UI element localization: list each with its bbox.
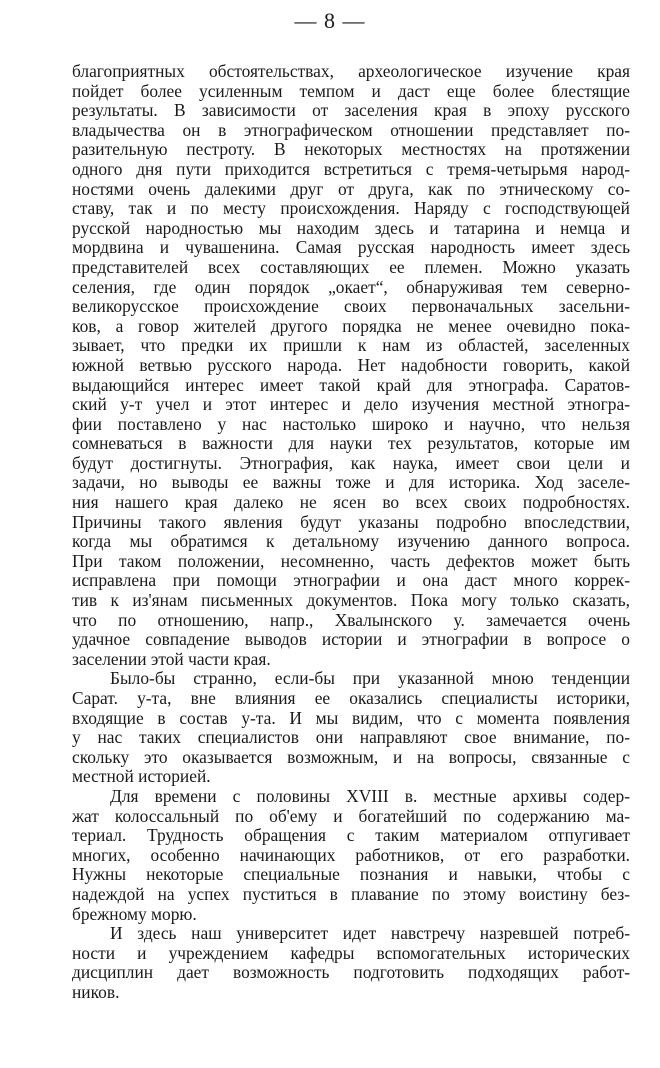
text-line: Для времени с половины XVIII в. местные архивы содер- — [110, 786, 630, 806]
paragraph — [72, 787, 630, 924]
text-line: что по отношению, напр., Хвалынского у. замечается очень — [72, 610, 630, 630]
text-line: селения, где один порядок „окает“, обнаруживая тем северно- — [72, 277, 630, 297]
text-line: южной ветвью русского народа. Нет надобности говорить, какой — [72, 355, 630, 375]
text-line: входящие в состав у-та. И мы видим, что с момента появления — [72, 708, 630, 728]
text-line: разительную пестроту. В некоторых местностях на протяжении — [72, 140, 630, 160]
text-line: брежному морю. — [72, 904, 197, 924]
text-line: когда мы обратимся к детальному изучению данного вопроса. — [72, 532, 630, 552]
text-line: дисциплин дает возможность подготовить подходящих работ- — [72, 963, 630, 983]
text-line: исправлена при помощи этнографии и она даст много коррек- — [72, 571, 630, 591]
text-line: жат колоссальный по об'ему и богатейший по содержанию ма- — [72, 806, 630, 826]
text-line: зывает, что предки их пришли к нам из областей, заселенных — [72, 336, 630, 356]
text-line: будут достигнуты. Этнография, как наука, имеет свои цели и — [72, 453, 630, 473]
text-line: фии поставлено у нас настолько широко и научно, что нельзя — [72, 414, 630, 434]
text-line: представителей всех составляющих ее племен. Можно указать — [72, 257, 630, 277]
text-line: великорусское происхождение своих первоначальных засельни- — [72, 297, 630, 317]
text-line: тив к из'янам письменных документов. Пока могу только сказать, — [72, 591, 630, 611]
text-line: И здесь наш университет идет навстречу назревшей потреб- — [110, 924, 630, 944]
text-line: заселении этой части края. — [72, 649, 271, 669]
text-line: Причины такого явления будут указаны подробно впоследствии, — [72, 512, 630, 532]
text-line: местной историей. — [72, 767, 211, 787]
text-line: выдающийся интерес имеет такой край для этнографа. Саратов- — [72, 375, 630, 395]
text-line: сомневаться в важности для науки тех результатов, которые им — [72, 434, 630, 454]
text-line: Сарат. у-та, вне влияния ее оказались специалисты историки, — [72, 689, 630, 708]
text-line: ников. — [72, 982, 120, 1002]
text-line: ния нашего края далеко не ясен во всех своих подробностях. — [72, 493, 630, 513]
text-line: результаты. В зависимости от заселения края в эпоху русского — [72, 101, 630, 121]
text-line: териал. Трудность обращения с таким материалом отпугивает — [72, 826, 630, 846]
page-number: — 8 — — [294, 8, 366, 33]
text-line: При таком положении, несомненно, часть дефектов может быть — [72, 551, 630, 571]
text-line: благоприятных обстоятельствах, археологическое изучение края — [72, 62, 630, 81]
paragraph — [72, 62, 630, 669]
text-line: Нужны некоторые специальные познания и навыки, чтобы с — [72, 865, 630, 885]
text-line: удачное совпадение выводов истории и этнографии в вопросе о — [72, 630, 630, 650]
paragraph — [72, 669, 630, 787]
text-line: мордвина и чувашенина. Самая русская народность имеет здесь — [72, 238, 630, 258]
text-line: Было-бы странно, если-бы при указанной мною тенденции — [110, 669, 630, 689]
text-line: ставу, так и по месту происхождения. Наряду с господствующей — [72, 199, 630, 219]
text-line: одного дня пути приходится встретиться с тремя-четырьмя народ- — [72, 159, 630, 179]
text-line: у нас таких специалистов они направляют свое внимание, по- — [72, 728, 630, 748]
text-line: ностями очень далекими друг от друга, как по этническому со- — [72, 179, 630, 199]
text-line: ности и учреждением кафедры вспомогательных исторических — [72, 943, 630, 963]
text-line: задачи, но выводы ее важны тоже и для историка. Ход заселе- — [72, 473, 630, 493]
text-line: пойдет более усиленным темпом и даст еще более блестящие — [72, 81, 630, 101]
text-line: ский у-т учел и этот интерес и дело изучения местной этногра- — [72, 395, 630, 415]
text-line: ков, а говор жителей другого порядка не менее очевидно пока- — [72, 316, 630, 336]
paragraph — [72, 924, 630, 1002]
text-line: владычества он в этнографическом отношении представляет по- — [72, 120, 630, 140]
text-line: многих, особенно начинающих работников, от его разработки. — [72, 845, 630, 865]
text-line: скольку это оказывается возможным, и на вопросы, связанные с — [72, 747, 630, 767]
text-line: надеждой на успех пуститься в плавание по этому воистину без- — [72, 884, 630, 904]
body-text — [72, 62, 630, 1003]
text-line: русской народностью мы находим здесь и татарина и немца и — [72, 218, 630, 238]
